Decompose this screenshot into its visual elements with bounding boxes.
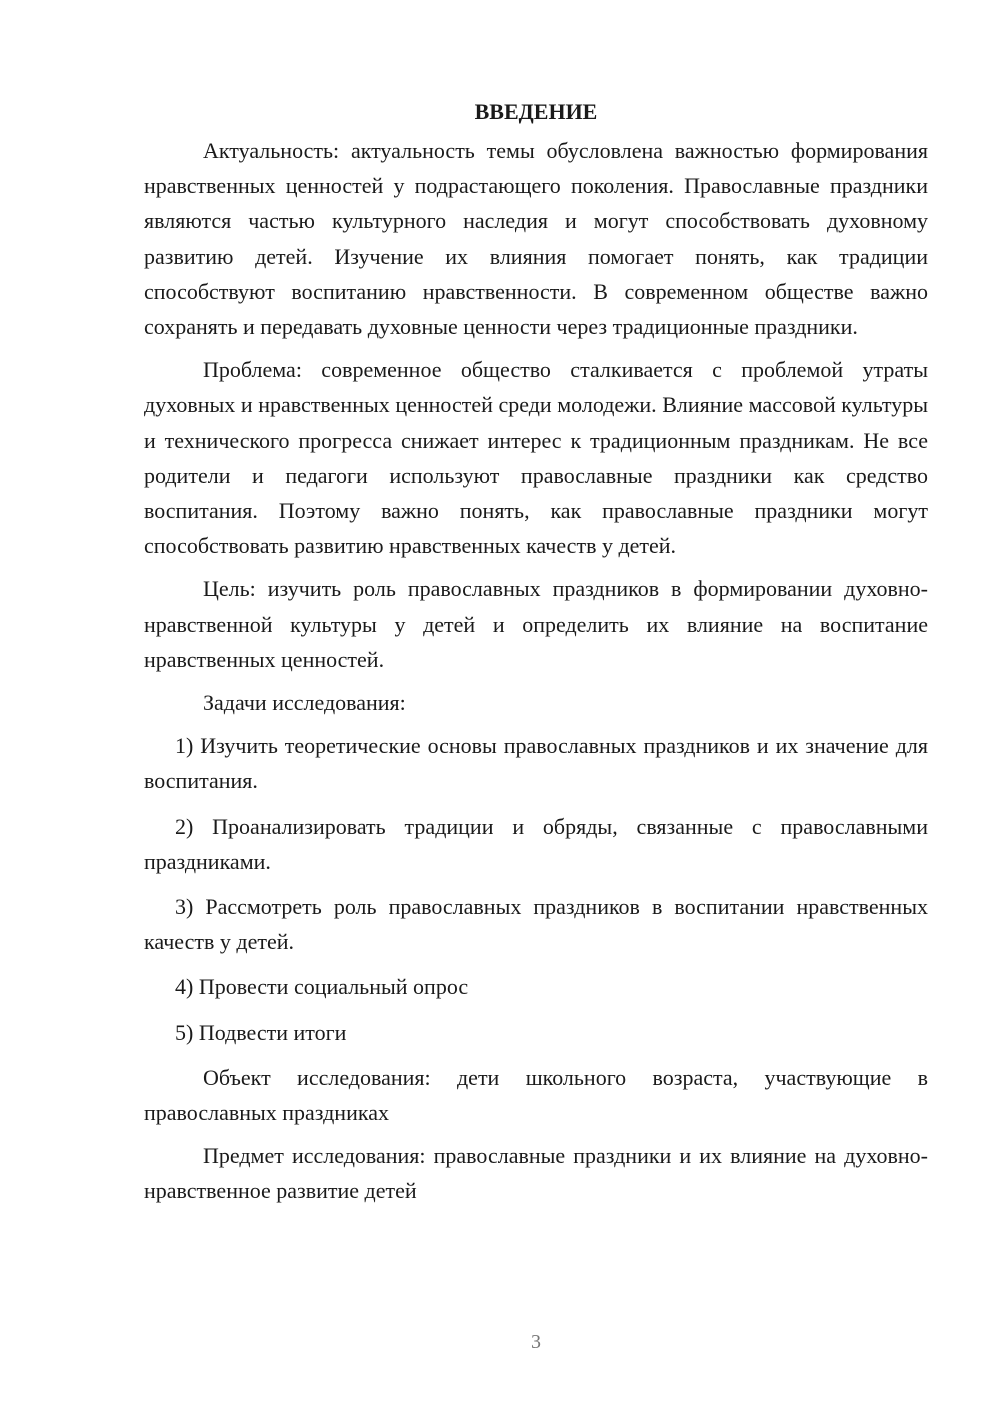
page-number: 3 xyxy=(531,1331,541,1353)
research-object-paragraph: Объект исследования: дети школьного возраста, участвующие в православных праздниках xyxy=(144,1064,928,1126)
tasks-heading: Задачи исследования: xyxy=(203,690,406,716)
page-content xyxy=(144,94,928,1217)
relevance-paragraph: Актуальность: актуальность темы обусловлена важностью формирования нравственных ценностей у подрастающего поколения. Православные праздники являются частью культурного наследия и могут способствовать духовному развитию детей. Изучение их влияния помогает понять, как традиции способствуют воспитанию нравственности. В современном обществе важно сохранять и передавать духовные ценности через традиционные праздники. xyxy=(144,138,928,340)
research-subject-paragraph: Предмет исследования: православные праздники и их влияние на духовно-нравственное развитие детей xyxy=(144,1143,928,1204)
section-title: ВВЕДЕНИЕ xyxy=(474,99,598,124)
task-item-2: 2) Проанализировать традиции и обряды, связанные с православными праздниками. xyxy=(144,813,928,874)
problem-paragraph: Проблема: современное общество сталкивается с проблемой утраты духовных и нравственных ценностей среди молодежи. Влияние массовой культуры и технического прогресса снижает интерес к традиционным праздникам. Не все родители и педагоги используют православные праздники как средство воспитания. Поэтому важно понять, как православные праздники могут способствовать развитию нравственных качеств у детей. xyxy=(144,357,928,559)
goal-paragraph: Цель: изучить роль православных праздников в формировании духовно-нравственной культуры у детей и определить их влияние на воспитание нравственных ценностей. xyxy=(144,576,928,672)
task-item-3: 3) Рассмотреть роль православных праздников в воспитании нравственных качеств у детей. xyxy=(144,894,928,955)
task-item-1: 1) Изучить теоретические основы православных праздников и их значение для воспитания. xyxy=(144,733,928,794)
task-item-4: 4) Провести социальный опрос xyxy=(175,974,469,1000)
task-item-5: 5) Подвести итоги xyxy=(175,1019,347,1045)
